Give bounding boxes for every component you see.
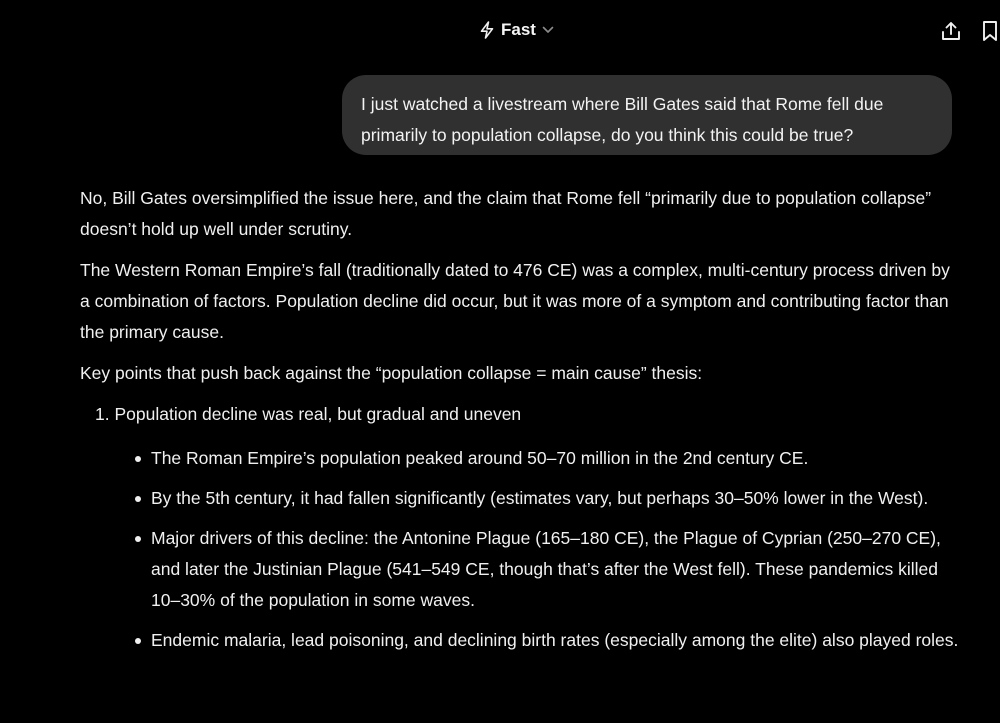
model-label: Fast	[501, 20, 536, 39]
numbered-list-item	[95, 399, 960, 430]
bullet-list	[80, 443, 960, 656]
bullet-text: By the 5th century, it had fallen significantly (estimates vary, but perhaps 30–50% lower in the West).	[151, 488, 929, 508]
bullet-item	[80, 443, 960, 474]
response-paragraph: The Western Roman Empire’s fall (traditionally dated to 476 CE) was a complex, multi-century process driven by a combination of factors. Population decline did occur, but it was more of a symptom and contributing factor than the primary cause.	[80, 260, 950, 342]
bolt-icon	[479, 21, 495, 39]
bullet-text: Major drivers of this decline: the Antonine Plague (165–180 CE), the Plague of Cyprian (250–270 CE), and later the Justinian Plague (541–549 CE, though that’s after the West fell). These pandemics killed 10–30% of the population in some waves.	[151, 528, 941, 610]
bullet-item	[80, 483, 960, 514]
model-selector[interactable]	[479, 18, 554, 42]
bullet-text: The Roman Empire’s population peaked around 50–70 million in the 2nd century CE.	[151, 448, 809, 468]
share-icon	[940, 29, 962, 46]
bullet-dot	[135, 536, 141, 542]
bullet-item	[80, 523, 960, 616]
bullet-text: Endemic malaria, lead poisoning, and declining birth rates (especially among the elite) also played roles.	[151, 630, 959, 650]
bullet-dot	[135, 496, 141, 502]
response-paragraph: No, Bill Gates oversimplified the issue here, and the claim that Rome fell “primarily due to population collapse” doesn’t hold up well under scrutiny.	[80, 188, 932, 239]
bullet-dot	[135, 456, 141, 462]
bookmark-icon	[980, 29, 1000, 46]
bullet-item	[80, 625, 960, 656]
chevron-down-icon	[542, 26, 554, 34]
bullet-dot	[135, 638, 141, 644]
top-bar	[0, 0, 1000, 60]
list-item-title: Population decline was real, but gradual and uneven	[114, 404, 522, 424]
list-number: 1.	[95, 404, 110, 424]
response-paragraph: Key points that push back against the “population collapse = main cause” thesis:	[80, 363, 703, 383]
user-message-text: I just watched a livestream where Bill Gates said that Rome fell due primarily to population collapse, do you think this could be true?	[361, 94, 884, 145]
assistant-response	[80, 183, 960, 665]
user-message-bubble	[342, 75, 952, 155]
share-button[interactable]	[940, 20, 962, 42]
bookmark-button[interactable]	[980, 20, 1000, 42]
